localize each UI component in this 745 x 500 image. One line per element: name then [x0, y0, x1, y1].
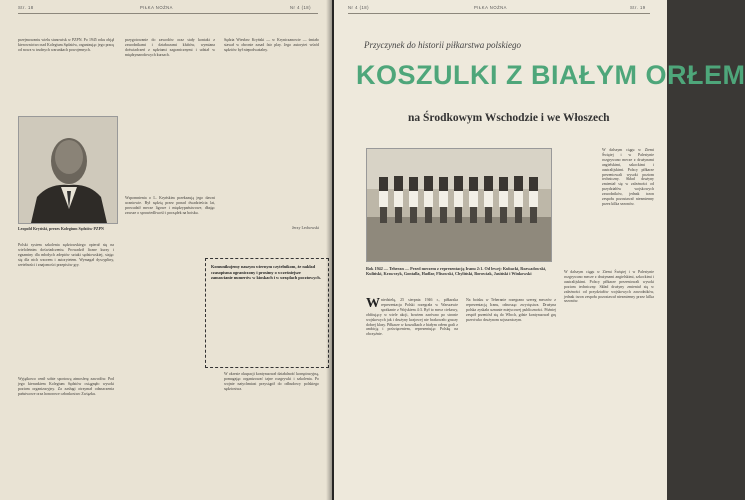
right-col2-text: Na boisku w Teheranie rozegrano szereg meczów z reprezentacją Iranu, odnosząc zwycięstwa. Drużyna polska zyskała uznanie miejscowej publiczności. Później zespół przeniósł się do Włoch, gdzie kontynuował grę przeciwko drużynom sojuszniczym.: [466, 298, 556, 322]
right-page: [334, 0, 745, 500]
article-subtitle: na Środkowym Wschodzie i we Włoszech: [408, 112, 610, 124]
portrait-image: [19, 117, 117, 223]
left-col1-mid-text: Polski system szkolenia sędziowskiego opierał się na wieloletnim doświadczeniu. Prowadził liczne kursy i egzaminy dla młodych adeptów sztuki sędziowskiej, stając się dla nich wzorem i autorytetem. Wymagał dyscypliny, rzetelności i znajomości przepisów gry.: [18, 243, 114, 267]
right-col3-top-text: W dalszym ciągu w Ziemi Świętej i w Palestynie rozgrywano mecze z drużynami angielskimi, szkockimi i australijskimi. Polscy piłkarze prezentowali wysoki poziom techniczny. Skład drużyny zmieniał się w zależności od przydziałów wojskowych zawodników, jednak trzon zespołu pozostawał niezmienny przez kilka sezonów.: [602, 148, 654, 206]
left-col1-bot-text: Wyjątkowo cenił sobie sportową atmosferę zawodów. Pod jego kierunkiem Kolegium Sędziów osiągnęło wysoki poziom organizacyjny. Za zasługi otrzymał odznaczenia państwowe oraz honorowe członkostwo Związku.: [18, 377, 114, 396]
team-photo: [366, 148, 552, 262]
author-signature: Jerzy Lechowski: [292, 225, 319, 230]
article-title: KOSZULKI Z BIAŁYM ORŁEM: [356, 60, 745, 90]
left-col2-bot-text: Wspomnienia o L. Kryńskim przekazują jego dawni uczniowie. Był sędzią przez ponad dwadzieścia lat, prowadził mecze ligowe i międzypaństwowe, dbając zawsze o sprawiedliwość i porządek na boisku.: [125, 196, 215, 215]
left-col2-top-text: przygotowanie do zawodów oraz stały kontakt z zawodnikami i działaczami klubów, wymiana doświadczeń z sędziami zagranicznymi i udział w międzynarodowych kursach.: [125, 38, 215, 57]
portrait-photo: [18, 116, 118, 224]
left-issue-number: Nr 4 (18): [290, 5, 312, 10]
left-header-rule: [18, 13, 318, 14]
team-image: [367, 149, 551, 261]
left-col1-top-text: przejmowaniu wielu stanowisk w PZPN. Po 1945 roku objął kierownictwo nad Kolegium Sędziów, organizując jego pracę od nowa w trudnych warunkach powojennych.: [18, 38, 114, 52]
team-photo-caption: Rok 1942 — Teheran — Przed meczem z reprezentacją Iranu 2:1. Od lewej: Kubacki, Rozwadowski, Kuliński, Krawczyk, Gontalla, Hadlar, Flisowski, Chyliński, Borowiak, Jasiński i Winkowski: [366, 266, 547, 276]
subscription-notice-box: Komunikujemy naszym wiernym czytelnikom, że nakład czasopisma ograniczony i prosimy o wcześniejsze zamawianie numerów w kioskach i w urzędach pocztowych.: [205, 258, 329, 368]
right-col3-text: W dalszym ciągu w Ziemi Świętej i w Palestynie rozgrywano mecze z drużynami angielskimi, szkockimi i australijskimi. Polscy piłkarze prezentowali wysoki poziom techniczny. Skład drużyny zmieniał się w zależności od przydziałów wojskowych zawodników, jednak trzon zespołu pozostawał niezmienny przez kilka sezonów.: [564, 270, 654, 304]
right-running-head: PIŁKA NOŻNA: [474, 5, 507, 10]
left-col3-top-text: Sędzia Wiesław Kryński — w Kryniczanowie — śmiało stawał w obronie zasad fair play. Jego autorytet wśród sędziów był niepodważalny.: [224, 38, 319, 52]
left-page-number: Str. 18: [18, 5, 34, 10]
article-kicker: Przyczynek do historii piłkarstwa polskiego: [364, 40, 521, 50]
right-issue-number: Nr 4 (18): [348, 5, 370, 10]
right-col1-text: [366, 298, 458, 490]
portrait-caption: Leopold Kryński, prezes Kolegium Sędziów PZPN: [18, 226, 104, 231]
right-col1-body: niedzielę, 25 sierpnia 1946 r., piłkarska reprezentacja Polski rozegrała w Warszawie spotkanie z Wojskiem 4:3. Był to mecz ciekawy, obfitujący w wiele akcji, bowiem zarówno po stronie wojskowych jak i drużyny krajowej nie brakowało graczy dobrej klasy. Piłkarze w koszulkach z białym orłem grali z ambicją i poświęceniem, reprezentując Polskę na obczyźnie.: [366, 298, 458, 337]
left-col3-bot-text: W okresie okupacji kontynuował działalność konspiracyjną, pomagając organizować tajne rozgrywki i szkolenia. Po wojnie natychmiast przystąpił do odbudowy polskiego sędziostwa.: [224, 372, 319, 391]
left-page: [0, 0, 332, 500]
left-running-head: PIŁKA NOŻNA: [140, 5, 173, 10]
article-dropcap: W: [366, 296, 380, 311]
right-header-rule: [348, 13, 650, 14]
right-page-number: Str. 19: [630, 5, 646, 10]
